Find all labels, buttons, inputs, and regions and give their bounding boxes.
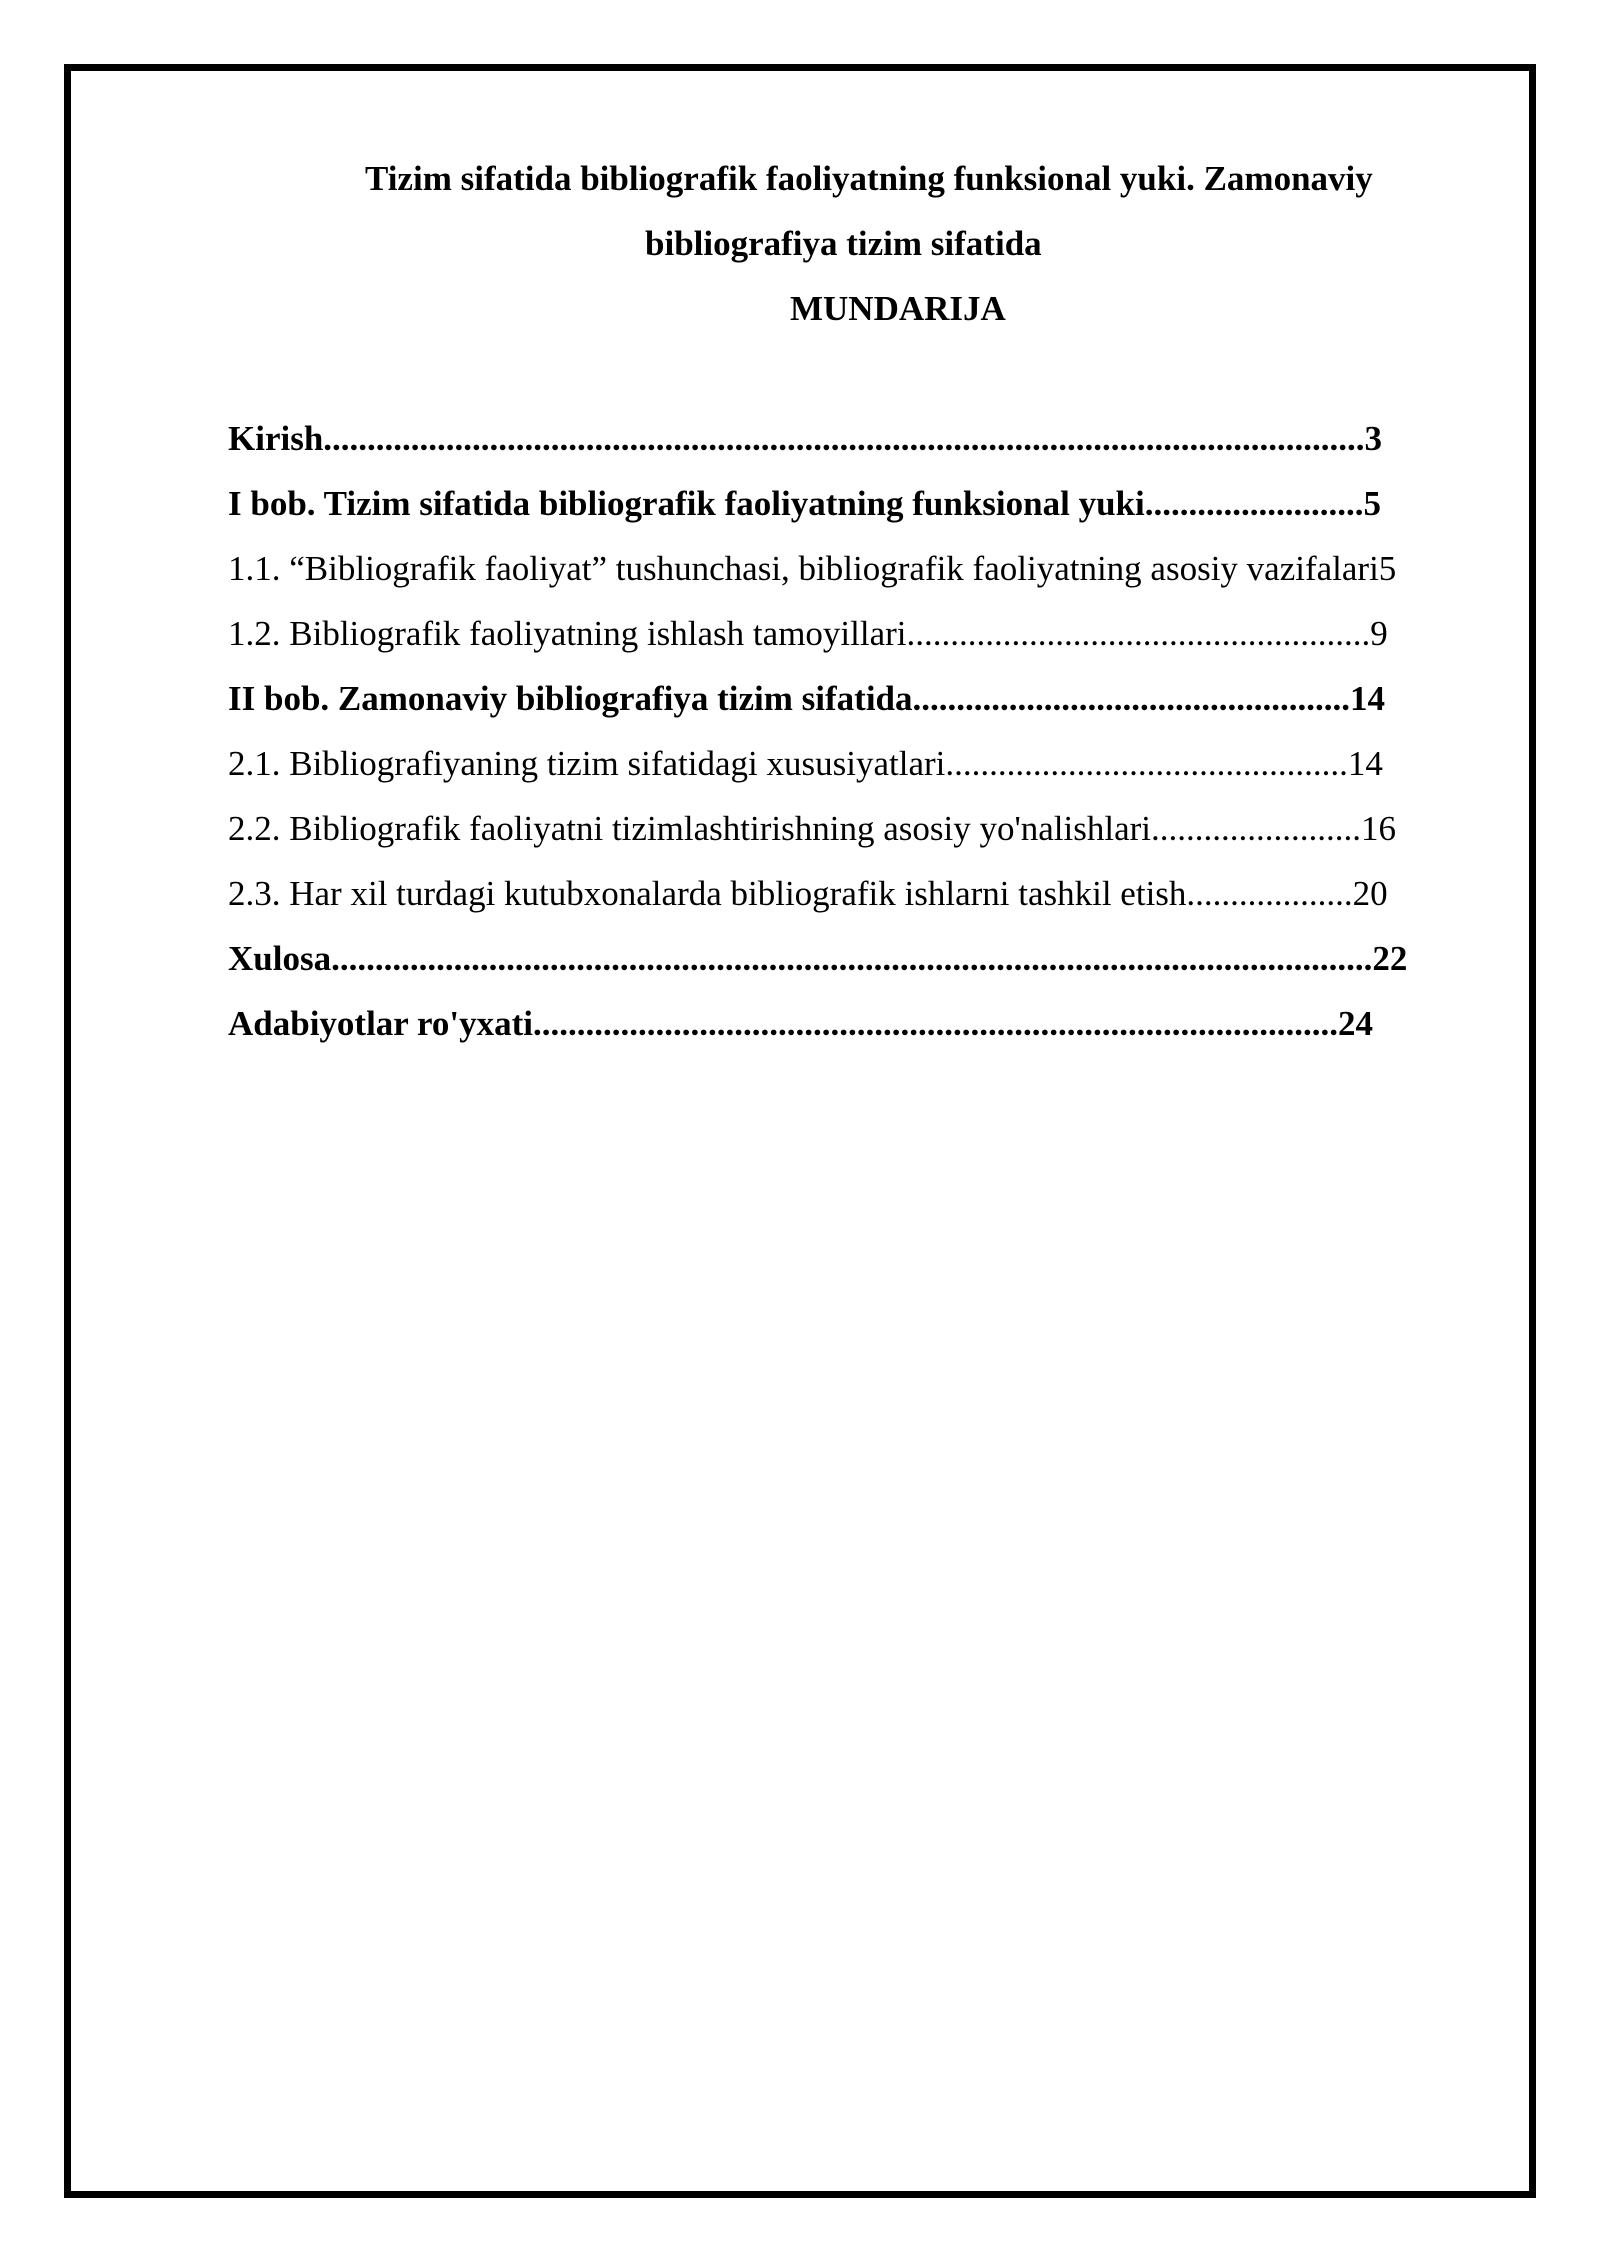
toc-entry-kirish [228,406,1528,471]
document-title-line-1: Tizim sifatida bibliografik faoliyatning funksional yuki. Zamonaviy [365,159,1373,198]
toc-entry-text: 1.1. “Bibliografik faoliyat” tushunchasi, bibliografik faoliyatning asosiy vazifalari5 [228,549,1397,588]
toc-entry-section-1-1 [228,536,1528,601]
toc-entry-text: 1.2. Bibliografik faoliyatning ishlash tamoyillari.....................................................9 [228,614,1388,653]
toc-entry-section-2-1 [228,731,1528,796]
toc-entry-chapter-1 [228,471,1528,536]
toc-entry-adabiyotlar [228,991,1528,1056]
document-title-line-2: bibliografiya tizim sifatida [645,224,1042,263]
table-of-contents [228,406,1528,1056]
toc-entry-text: 2.3. Har xil turdagi kutubxonalarda bibliografik ishlarni tashkil etish...................20 [228,874,1388,913]
toc-entry-text: Adabiyotlar ro'yxati............................................................................................24 [228,1004,1373,1043]
toc-entry-xulosa [228,926,1528,991]
toc-entry-chapter-2 [228,666,1528,731]
toc-entry-text: II bob. Zamonaviy bibliografiya tizim sifatida..................................................14 [228,679,1386,718]
contents-heading: MUNDARIJA [790,289,1006,328]
toc-entry-text: 2.1. Bibliografiyaning tizim sifatidagi xususiyatlari..............................................14 [228,744,1383,783]
toc-entry-text: 2.2. Bibliografik faoliyatni tizimlashtirishning asosiy yo'nalishlari........................16 [228,809,1396,848]
toc-entry-text: Kirish.......................................................................................................................3 [228,419,1383,458]
toc-entry-text: I bob. Tizim sifatida bibliografik faoliyatning funksional yuki.........................5 [228,484,1382,523]
toc-entry-section-1-2 [228,601,1528,666]
toc-entry-section-2-2 [228,796,1528,861]
toc-entry-section-2-3 [228,861,1528,926]
page-border [64,64,1536,2198]
toc-entry-text: Xulosa.......................................................................................................................22 [228,939,1408,978]
